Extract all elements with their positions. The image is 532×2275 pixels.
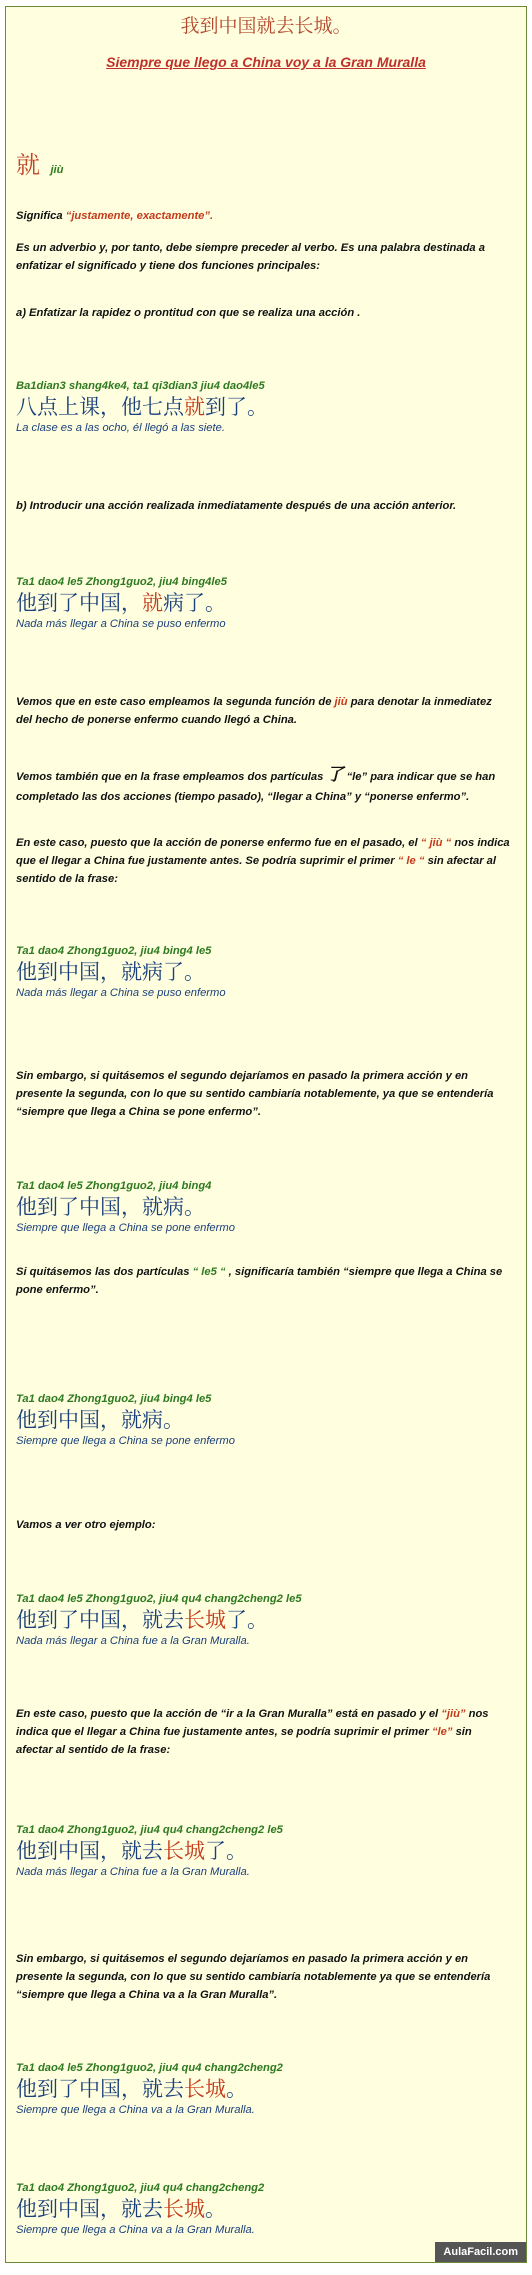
example-6 [16,1591,511,1649]
page-title: 我到中国就去长城。 [180,15,352,37]
note-8: Sin embargo, si quitásemos el segundo dejaríamos en pasado la primera acción y en presente la segunda, con lo que su sentido cambiaría notablemente ya que se entendería “siempre que llega a China va a la Gran Muralla”. [16,1953,491,2001]
note-3: En este caso, puesto que la acción de ponerse enfermo fue en el pasado, el “ jiù “ nos indica que el llegar a China fue justamente antes. Se podría suprimir el primer “ le “ sin afectar al sentido de la frase: [16,837,510,885]
example-hanzi: 他到中国，就去长城了。 [16,1839,247,1863]
example-hanzi: 他到中国，就去长城。 [16,2197,226,2221]
example-hanzi: 他到了中国，就病了。 [16,591,226,615]
example-translation: Siempre que llega a China se pone enfermo [16,1435,235,1447]
example-pinyin: Ta1 dao4 le5 Zhong1guo2, jiu4 qu4 chang2cheng2 [16,2062,283,2074]
lesson-page [5,6,527,2263]
example-pinyin: Ta1 dao4 le5 Zhong1guo2, jiu4 bing4 [16,1180,212,1192]
example-pinyin: Ta1 dao4 Zhong1guo2, jiu4 qu4 chang2cheng2 [16,2182,265,2194]
example-hanzi: 八点上课，他七点就到了。 [16,395,268,419]
example-hanzi: 他到中国，就病了。 [16,960,205,984]
example-hanzi: 他到了中国，就去长城。 [16,2077,247,2101]
pinyin-char: jiù [50,164,64,176]
example-translation: La clase es a las ocho, él llegó a las siete. [16,422,225,434]
example-pinyin: Ta1 dao4 le5 Zhong1guo2, jiu4 qu4 chang2cheng2 le5 [16,1593,302,1605]
hanzi-char: 就 [16,151,40,179]
character-heading [16,145,511,180]
note-2: Vemos también que en la frase empleamos dos partículas 了 “le” para indicar que se han completado las dos acciones (tiempo pasado), “llegar a China” y “ponerse enfermo”. [16,765,496,803]
example-translation: Nada más llegar a China se puso enfermo [16,618,226,630]
note-4: Sin embargo, si quitásemos el segundo dejaríamos en pasado la primera acción y en presente la segunda, con lo que su sentido cambiaría notablemente, ya que se entendería “siempre que llega a China se pone enfermo”. [16,1070,494,1118]
example-hanzi: 他到了中国，就去长城了。 [16,1608,268,1632]
example-pinyin: Ta1 dao4 le5 Zhong1guo2, jiu4 bing4le5 [16,576,227,588]
example-hanzi: 他到了中国，就病。 [16,1195,205,1219]
example-pinyin: Ba1dian3 shang4ke4, ta1 qi3dian3 jiu4 dao4le5 [16,380,265,392]
example-translation: Siempre que llega a China va a la Gran Muralla. [16,2104,255,2116]
example-7 [16,1822,511,1880]
page-subtitle: Siempre que llego a China voy a la Gran Muralla [106,54,426,70]
example-4 [16,1178,511,1236]
example-pinyin: Ta1 dao4 Zhong1guo2, jiu4 bing4 le5 [16,1393,212,1405]
example-translation: Nada más llegar a China fue a la Gran Muralla. [16,1635,250,1647]
aulafacil-logo[interactable]: AulaFacil.com [435,2242,526,2262]
example-hanzi: 他到中国，就病。 [16,1408,184,1432]
function-b-text: b) Introducir una acción realizada inmediatamente después de una acción anterior. [16,500,457,512]
meaning-line: Significa “justamente, exactamente”. [16,210,214,222]
example-pinyin: Ta1 dao4 Zhong1guo2, jiu4 qu4 chang2cheng2 le5 [16,1824,283,1836]
example-2 [16,574,511,632]
example-5 [16,1391,511,1449]
example-8 [16,2060,511,2118]
example-pinyin: Ta1 dao4 Zhong1guo2, jiu4 bing4 le5 [16,945,212,957]
function-a-text: a) Enfatizar la rapidez o prontitud con que se realiza una acción . [16,307,361,319]
note-7: En este caso, puesto que la acción de “ir a la Gran Muralla” está en pasado y el “jiù” nos indica que el llegar a China fue justamente antes, se podría suprimir el primer “le” sin afectar al sentido de la frase: [16,1708,489,1756]
example-translation: Siempre que llega a China se pone enfermo [16,1222,235,1234]
example-9 [16,2180,511,2238]
example-translation: Nada más llegar a China se puso enfermo [16,987,226,999]
example-3 [16,943,511,1001]
example-translation: Siempre que llega a China va a la Gran Muralla. [16,2224,255,2236]
example-1 [16,378,511,436]
note-1: Vemos que en este caso empleamos la segunda función de jiù para denotar la inmediatez del hecho de ponerse enfermo cuando llegó a China. [16,696,492,726]
note-6: Vamos a ver otro ejemplo: [16,1519,156,1531]
note-5: Si quitásemos las dos partículas “ le5 “ , significaría también “siempre que llega a China se pone enfermo”. [16,1266,503,1296]
example-translation: Nada más llegar a China fue a la Gran Muralla. [16,1866,250,1878]
description-text: Es un adverbio y, por tanto, debe siempre preceder al verbo. Es una palabra destinada a enfatizar el significado y tiene dos funciones principales: [16,242,485,272]
meaning-value: “justamente, exactamente”. [65,210,214,222]
